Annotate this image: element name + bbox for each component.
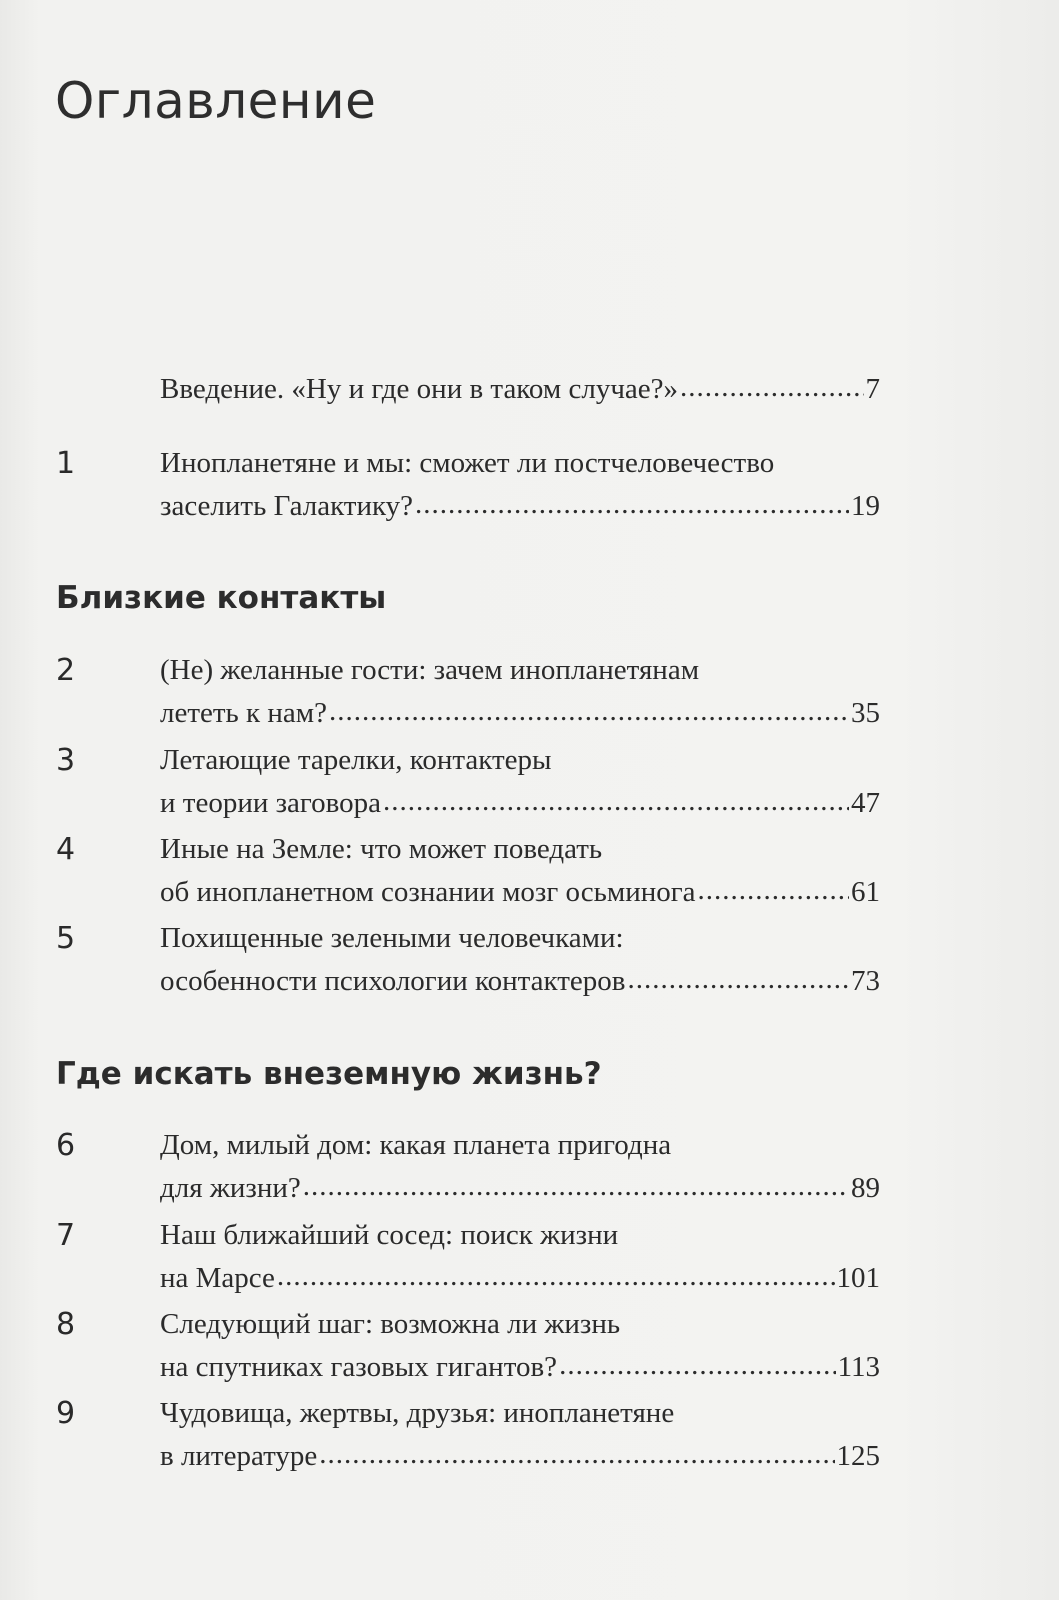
toc-entry-line <box>160 372 880 406</box>
toc-page-number: 19 <box>851 490 880 522</box>
toc-entry-line-2 <box>160 1439 880 1473</box>
toc-entry-line-2 <box>160 489 880 523</box>
dot-leader <box>277 1259 835 1293</box>
toc-page-number: 89 <box>851 1172 880 1204</box>
chapter-number: 7 <box>56 1218 76 1253</box>
section-heading-where-to-search: Где искать внеземную жизнь? <box>56 1056 602 1092</box>
dot-leader <box>303 1169 849 1203</box>
toc-entry-line-2 <box>160 786 880 820</box>
toc-entry-line-2 <box>160 875 880 909</box>
toc-entry-title-line-2: на Марсе <box>160 1262 275 1294</box>
toc-entry-title: Введение. «Ну и где они в таком случае?» <box>160 373 679 405</box>
toc-entry-title-line-2: и теории заговора <box>160 787 381 819</box>
toc-entry-line-2 <box>160 1171 880 1205</box>
toc-page-number: 125 <box>836 1440 880 1472</box>
toc-page-number: 7 <box>865 373 880 405</box>
chapter-number: 3 <box>56 743 76 778</box>
toc-entry-title-line-1: Чудовища, жертвы, друзья: инопланетяне <box>160 1397 675 1429</box>
toc-entry-title-line-2: в литературе <box>160 1440 318 1472</box>
toc-entry-title-line-1: Похищенные зелеными человечками: <box>160 922 624 954</box>
dot-leader <box>383 784 849 818</box>
dot-leader <box>415 487 849 521</box>
page-title: Оглавление <box>55 72 377 130</box>
toc-entry-title-line-1: Инопланетяне и мы: сможет ли постчеловечество <box>160 447 775 479</box>
chapter-number: 1 <box>56 446 76 481</box>
dot-leader <box>319 1437 834 1471</box>
dot-leader <box>627 962 849 996</box>
toc-entry-title-line-1: Иные на Земле: что может поведать <box>160 833 603 865</box>
section-heading-close-contacts: Близкие контакты <box>56 580 387 616</box>
dot-leader <box>680 370 863 404</box>
toc-page-number: 73 <box>851 965 880 997</box>
toc-entry-title-line-2: об инопланетном сознании мозг осьминога <box>160 876 696 908</box>
toc-entry-title-line-2: на спутниках газовых гигантов? <box>160 1351 558 1383</box>
chapter-number: 9 <box>56 1396 76 1431</box>
chapter-number: 6 <box>56 1128 76 1163</box>
chapter-number: 4 <box>56 832 76 867</box>
toc-entry-title-line-2: заселить Галактику? <box>160 490 414 522</box>
toc-page-number: 61 <box>851 876 880 908</box>
toc-page-number: 113 <box>837 1351 880 1383</box>
toc-page-number: 35 <box>851 697 880 729</box>
toc-entry-title-line-1: Дом, милый дом: какая планета пригодна <box>160 1129 672 1161</box>
toc-entry-line-2 <box>160 696 880 730</box>
toc-entry-line-2 <box>160 1350 880 1384</box>
toc-entry-title-line-1: Наш ближайший сосед: поиск жизни <box>160 1219 619 1251</box>
toc-entry-line-2 <box>160 964 880 998</box>
dot-leader <box>698 873 850 907</box>
toc-entry-title-line-1: Летающие тарелки, контактеры <box>160 744 552 776</box>
toc-entry-title-line-1: (Не) желанные гости: зачем инопланетянам <box>160 654 700 686</box>
dot-leader <box>559 1348 836 1382</box>
toc-entry-title-line-1: Следующий шаг: возможна ли жизнь <box>160 1308 621 1340</box>
chapter-number: 8 <box>56 1307 76 1342</box>
toc-page-number: 47 <box>851 787 880 819</box>
toc-page-number: 101 <box>836 1262 880 1294</box>
toc-entry-title-line-2: лететь к нам? <box>160 697 327 729</box>
chapter-number: 2 <box>56 653 76 688</box>
toc-entry-title-line-2: для жизни? <box>160 1172 301 1204</box>
dot-leader <box>329 694 849 728</box>
toc-entry-line-2 <box>160 1261 880 1295</box>
toc-entry-title-line-2: особенности психологии контактеров <box>160 965 626 997</box>
chapter-number: 5 <box>56 921 76 956</box>
